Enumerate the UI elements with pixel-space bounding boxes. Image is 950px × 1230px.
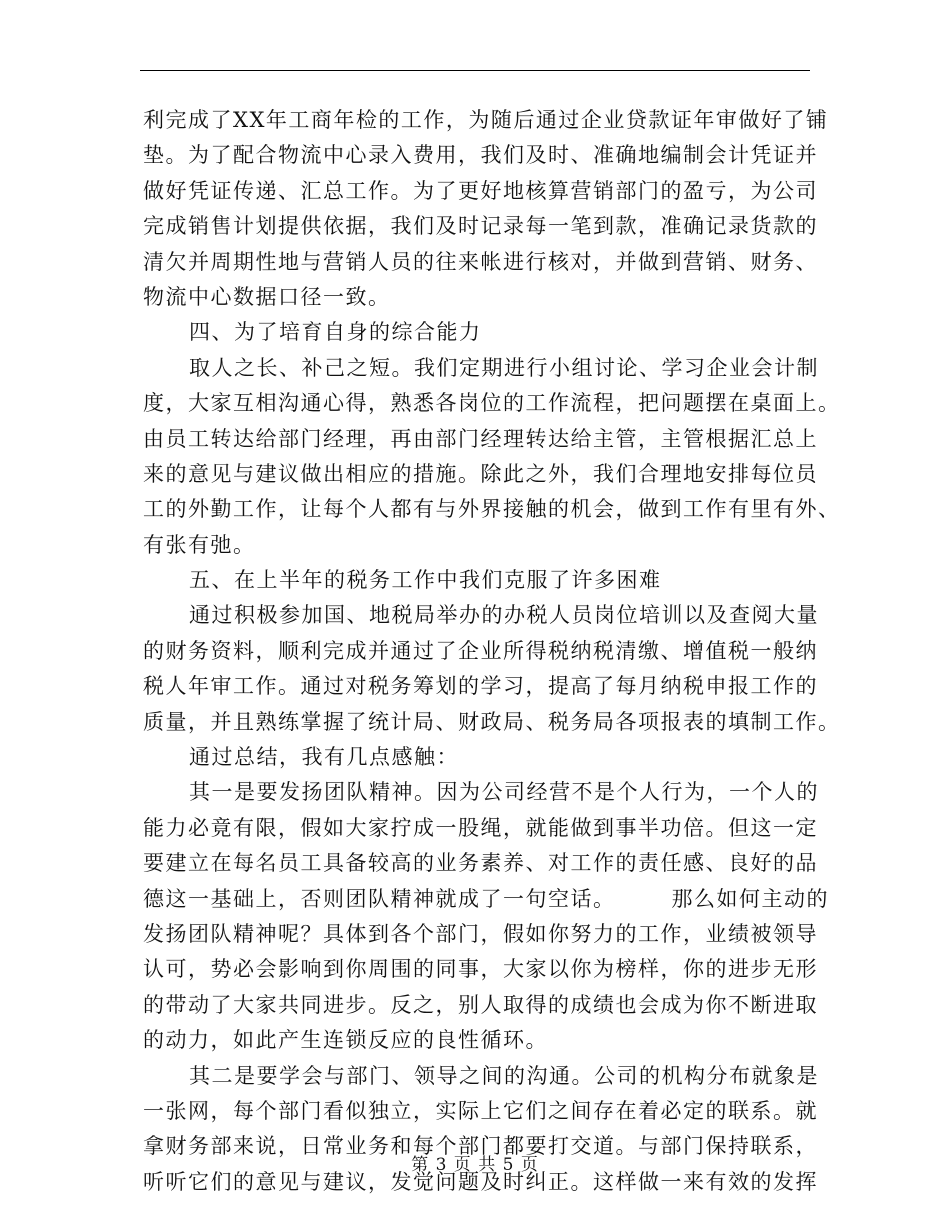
body-line: 清欠并周期性地与营销人员的往来帐进行核对，并做到营销、财务、 bbox=[143, 249, 818, 274]
body-text bbox=[143, 103, 841, 1200]
body-line-part: 那么如何主动的 bbox=[671, 886, 829, 911]
body-line: 质量，并且熟练掌握了统计局、财政局、税务局各项报表的填制工作。 bbox=[143, 709, 841, 734]
section-heading: 五、在上半年的税务工作中我们克服了许多困难 bbox=[189, 568, 662, 593]
body-line: 其一是要发扬团队精神。因为公司经营不是个人行为，一个人的 bbox=[189, 780, 819, 805]
body-line: 完成销售计划提供依据，我们及时记录每一笔到款，准确记录货款的 bbox=[143, 214, 818, 239]
body-line: 听听它们的意见与建议，发觉问题及时纠正。这样做一来有效的发挥 bbox=[143, 1169, 818, 1194]
body-line: 拿财务部来说，日常业务和每个部门都要打交道。与部门保持联系， bbox=[143, 1134, 818, 1159]
body-line: 取人之长、补己之短。我们定期进行小组讨论、学习企业会计制 bbox=[189, 355, 819, 380]
body-line: 物流中心数据口径一致。 bbox=[143, 284, 391, 309]
body-line: 要建立在每名员工具备较高的业务素养、对工作的责任感、良好的品 bbox=[143, 851, 818, 876]
body-line: 其二是要学会与部门、领导之间的沟通。公司的机构分布就象是 bbox=[189, 1063, 819, 1088]
body-line: 的财务资料，顺利完成并通过了企业所得税纳税清缴、增值税一般纳 bbox=[143, 638, 818, 663]
body-line: 来的意见与建议做出相应的措施。除此之外，我们合理地安排每位员 bbox=[143, 461, 818, 486]
body-line: 垫。为了配合物流中心录入费用，我们及时、准确地编制会计凭证并 bbox=[143, 143, 818, 168]
body-line: 的带动了大家共同进步。反之，别人取得的成绩也会成为你不断进取 bbox=[143, 992, 818, 1017]
body-line bbox=[143, 882, 829, 917]
body-line-part: 德这一基础上，否则团队精神就成了一句空话。 bbox=[143, 886, 616, 911]
body-line: 的动力，如此产生连锁反应的良性循环。 bbox=[143, 1028, 548, 1053]
header-rule bbox=[140, 70, 810, 71]
body-line: 一张网，每个部门看似独立，实际上它们之间存在着必定的联系。就 bbox=[143, 1098, 818, 1123]
body-line: 通过积极参加国、地税局举办的办税人员岗位培训以及查阅大量 bbox=[189, 603, 819, 628]
body-line: 发扬团队精神呢？具体到各个部门，假如你努力的工作，业绩被领导 bbox=[143, 921, 818, 946]
body-line: 有张有弛。 bbox=[143, 532, 256, 557]
body-line: 由员工转达给部门经理，再由部门经理转达给主管，主管根据汇总上 bbox=[143, 426, 818, 451]
body-line: 度，大家互相沟通心得，熟悉各岗位的工作流程，把问题摆在桌面上。 bbox=[143, 391, 841, 416]
body-line: 能力必竟有限，假如大家拧成一股绳，就能做到事半功倍。但这一定 bbox=[143, 815, 818, 840]
body-line: 通过总结，我有几点感触： bbox=[189, 745, 459, 770]
body-line: 税人年审工作。通过对税务筹划的学习，提高了每月纳税申报工作的 bbox=[143, 674, 818, 699]
body-line: 认可，势必会影响到你周围的同事，大家以你为榜样，你的进步无形 bbox=[143, 957, 818, 982]
body-line: 做好凭证传递、汇总工作。为了更好地核算营销部门的盈亏，为公司 bbox=[143, 178, 818, 203]
body-line: 工的外勤工作，让每个人都有与外界接触的机会，做到工作有里有外、 bbox=[143, 497, 841, 522]
section-heading: 四、为了培育自身的综合能力 bbox=[189, 320, 482, 345]
page-number: 第 3 页 共 5 页 bbox=[411, 1155, 539, 1175]
body-line: 利完成了XX年工商年检的工作，为随后通过企业贷款证年审做好了铺 bbox=[143, 108, 829, 132]
